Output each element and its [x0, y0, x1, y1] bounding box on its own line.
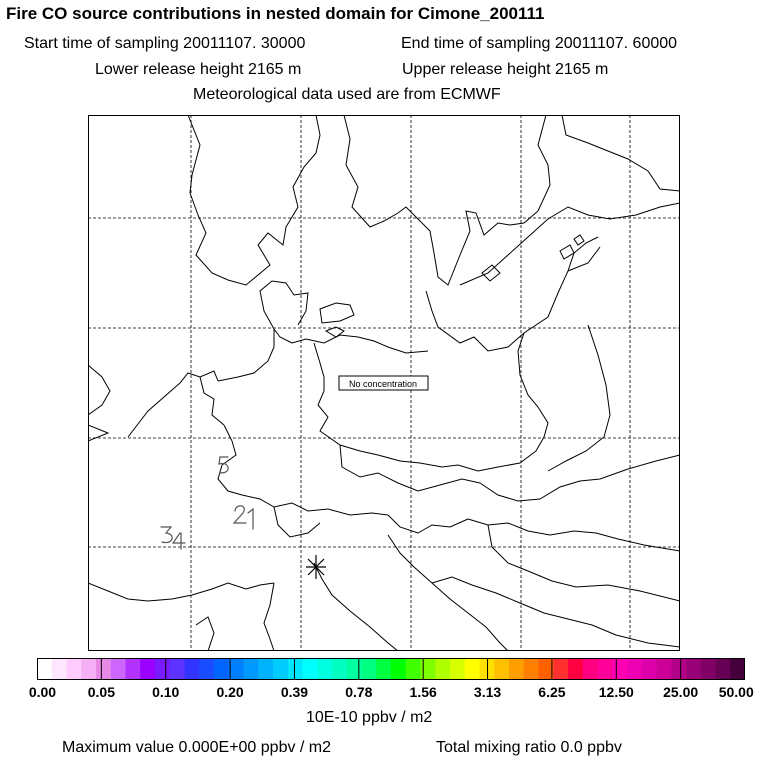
legend-color-cell: [376, 658, 391, 680]
legend-color-cell: [303, 658, 318, 680]
legend-color-cell: [435, 658, 450, 680]
maximum-value: Maximum value 0.000E+00 ppbv / m2: [62, 739, 332, 756]
legend-color-cell: [391, 658, 406, 680]
start-time: Start time of sampling 20011107. 30000: [24, 35, 306, 52]
legend-color-cell: [494, 658, 509, 680]
legend-tick-label: 3.13: [473, 684, 502, 700]
legend-tick-label: 50.00: [718, 684, 754, 700]
legend-color-cell: [612, 658, 627, 680]
legend-color-cell: [170, 658, 185, 680]
met-data-source: Meteorological data used are from ECMWF: [193, 86, 501, 103]
total-mixing-ratio: Total mixing ratio 0.0 ppbv: [436, 739, 622, 756]
upper-release-height: Upper release height 2165 m: [402, 61, 609, 78]
legend-tick-label: 25.00: [663, 684, 699, 700]
color-scale-legend: [37, 658, 745, 680]
plot-title: Fire CO source contributions in nested domain for Cimone_200111: [6, 4, 545, 23]
legend-color-cell: [214, 658, 229, 680]
legend-color-cell: [199, 658, 214, 680]
legend-color-cell: [244, 658, 259, 680]
legend-tick-label: 0.05: [87, 684, 115, 700]
legend-color-cell: [96, 658, 111, 680]
legend-color-cell: [185, 658, 200, 680]
map-panel: [88, 115, 680, 651]
legend-color-cell: [642, 658, 657, 680]
legend-tick-label: 0.39: [280, 684, 309, 700]
end-time: End time of sampling 20011107. 60000: [401, 35, 678, 52]
legend-color-cell: [686, 658, 701, 680]
legend-tick-label: 0.00: [28, 684, 57, 700]
legend-tick-label: 0.10: [152, 684, 180, 700]
legend-color-cell: [509, 658, 524, 680]
lower-release-height: Lower release height 2165 m: [95, 61, 302, 78]
legend-color-cell: [273, 658, 288, 680]
legend-color-cell: [67, 658, 82, 680]
legend-color-cell: [332, 658, 347, 680]
legend-color-cell: [568, 658, 583, 680]
legend-color-cell: [52, 658, 67, 680]
legend-color-cell: [450, 658, 465, 680]
legend-color-cell: [583, 658, 598, 680]
legend-color-cell: [730, 658, 745, 680]
legend-color-cell: [37, 658, 52, 680]
legend-tick-label: 0.78: [345, 684, 373, 700]
legend-color-cell: [347, 658, 362, 680]
legend-tick-label: 6.25: [538, 684, 566, 700]
legend-tick-label: 1.56: [409, 684, 437, 700]
legend-color-cell: [126, 658, 141, 680]
legend-color-cell: [480, 658, 495, 680]
legend-color-cell: [258, 658, 273, 680]
legend-color-cell: [229, 658, 244, 680]
legend-color-cell: [465, 658, 480, 680]
legend-color-cell: [288, 658, 303, 680]
legend-color-cell: [406, 658, 421, 680]
legend-color-cell: [155, 658, 170, 680]
legend-color-cell: [524, 658, 539, 680]
legend-color-cell: [701, 658, 716, 680]
legend-units: 10E-10 ppbv / m2: [306, 709, 433, 726]
legend-color-cell: [716, 658, 731, 680]
legend-color-cell: [671, 658, 686, 680]
legend-color-cell: [539, 658, 554, 680]
no-concentration-label: No concentration: [348, 379, 418, 389]
legend-color-cell: [627, 658, 642, 680]
legend-tick-label: 12.50: [598, 684, 634, 700]
legend-color-cell: [657, 658, 672, 680]
legend-tick-label: 0.20: [216, 684, 244, 700]
legend-color-cell: [81, 658, 96, 680]
legend-color-cell: [553, 658, 568, 680]
legend-color-cell: [140, 658, 155, 680]
legend-color-cell: [317, 658, 332, 680]
legend-color-cell: [111, 658, 126, 680]
legend-color-cell: [598, 658, 613, 680]
legend-color-cell: [362, 658, 377, 680]
